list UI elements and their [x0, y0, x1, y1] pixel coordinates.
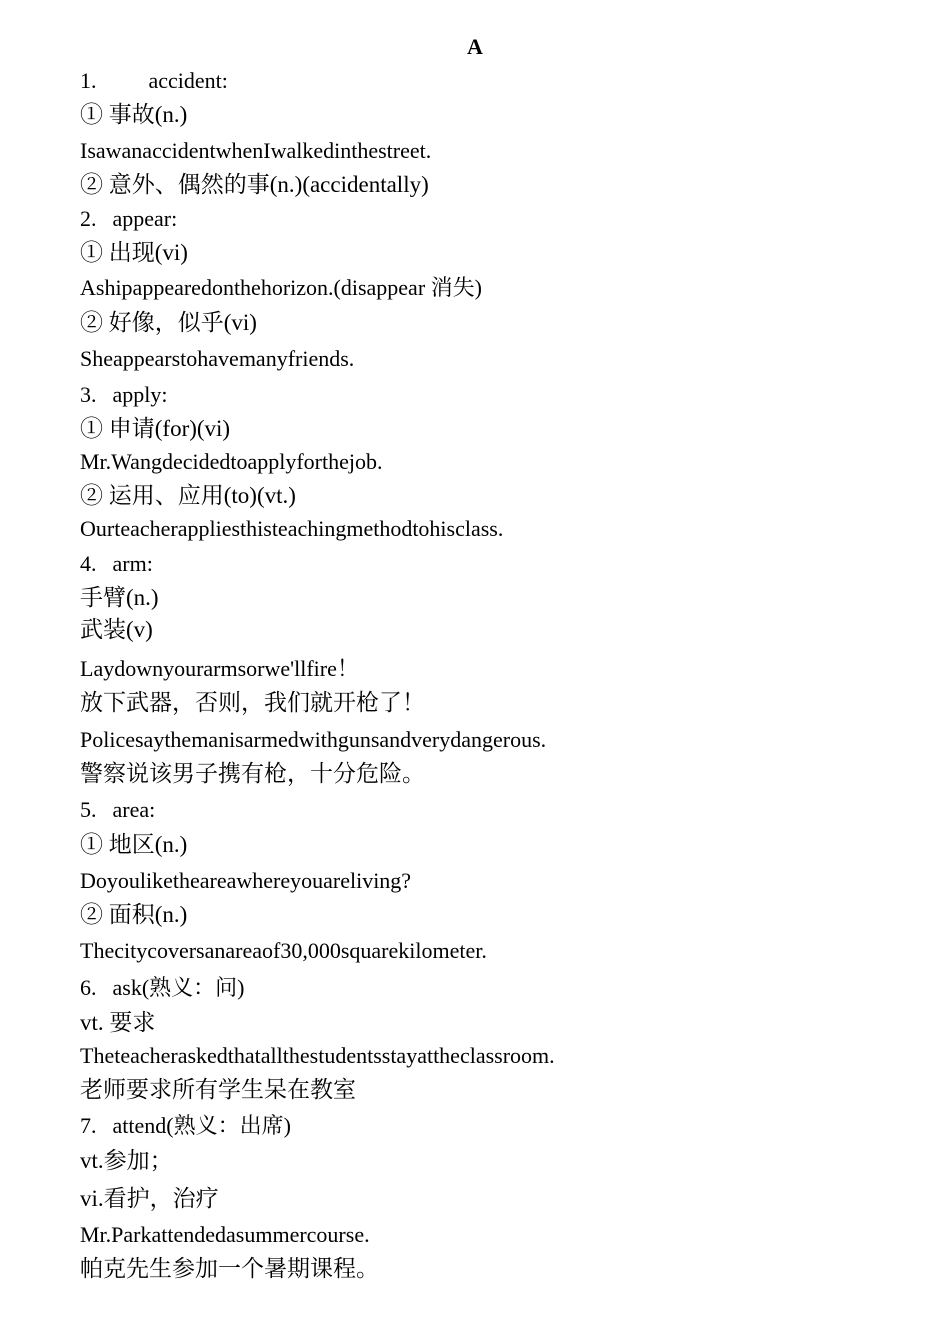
sense-line: ① 出现(vi)	[80, 240, 188, 265]
example-sentence: Ourteacherappliesthisteachingmethodtohisclass.	[80, 516, 504, 541]
sense-line: ② 运用、应用(to)(vt.)	[80, 483, 296, 508]
example-sentence: Doyouliketheareawhereyouareliving?	[80, 868, 412, 893]
entry-1-header	[80, 68, 228, 94]
entry-number: 3.	[80, 382, 97, 407]
example-sentence: Ashipappearedonthehorizon.(disappear 消失)	[80, 275, 482, 300]
translation-line: 警察说该男子携有枪，十分危险。	[80, 761, 425, 786]
sense-line: vi.看护，治疗	[80, 1186, 219, 1211]
sense-line: ② 好像，似乎(vi)	[80, 310, 257, 335]
entry-word: appear:	[112, 206, 178, 231]
entry-7-header	[80, 1113, 291, 1139]
section-heading: A	[467, 34, 483, 59]
entry-word: attend(熟义：出席)	[112, 1113, 291, 1138]
sense-line: 武装(v)	[80, 617, 153, 642]
sense-line: ① 事故(n.)	[80, 102, 188, 127]
entry-number: 6.	[80, 975, 97, 1000]
translation-line: 放下武器，否则，我们就开枪了！	[80, 690, 425, 715]
example-sentence: Policesaythemanisarmedwithgunsandverydangerous.	[80, 727, 547, 752]
example-sentence: Mr.Wangdecidedtoapplyforthejob.	[80, 449, 383, 474]
entry-word: ask(熟义：问)	[112, 975, 245, 1000]
example-sentence: IsawanaccidentwhenIwalkedinthestreet.	[80, 138, 432, 163]
entry-6-header	[80, 975, 244, 1001]
entry-number: 5.	[80, 797, 97, 822]
sense-line: ② 意外、偶然的事(n.)(accidentally)	[80, 172, 429, 197]
translation-line: 老师要求所有学生呆在教室	[80, 1077, 356, 1102]
entry-number: 4.	[80, 551, 97, 576]
sense-line: vt.参加；	[80, 1148, 173, 1173]
entry-2-header	[80, 206, 177, 232]
entry-number: 2.	[80, 206, 97, 231]
sense-line: ② 面积(n.)	[80, 902, 188, 927]
sense-line: vt. 要求	[80, 1010, 156, 1035]
entry-word: accident:	[148, 68, 228, 93]
example-sentence: Sheappearstohavemanyfriends.	[80, 346, 355, 371]
entry-word: area:	[112, 797, 156, 822]
example-sentence: Laydownyourarmsorwe'llfire！	[80, 656, 359, 681]
entry-3-header	[80, 382, 168, 408]
entry-number: 7.	[80, 1113, 97, 1138]
entry-5-header	[80, 797, 155, 823]
sense-line: ① 申请(for)(vi)	[80, 416, 231, 441]
sense-line: 手臂(n.)	[80, 585, 159, 610]
example-sentence: Mr.Parkattendedasummercourse.	[80, 1222, 370, 1247]
entry-word: arm:	[112, 551, 153, 576]
translation-line: 帕克先生参加一个暑期课程。	[80, 1256, 379, 1281]
entry-word: apply:	[112, 382, 168, 407]
entry-4-header	[80, 551, 153, 577]
entry-number: 1.	[80, 68, 97, 93]
sense-line: ① 地区(n.)	[80, 832, 188, 857]
example-sentence: Theteacheraskedthatallthestudentsstayattheclassroom.	[80, 1043, 555, 1068]
example-sentence: Thecitycoversanareaof30,000squarekilometer.	[80, 938, 487, 963]
